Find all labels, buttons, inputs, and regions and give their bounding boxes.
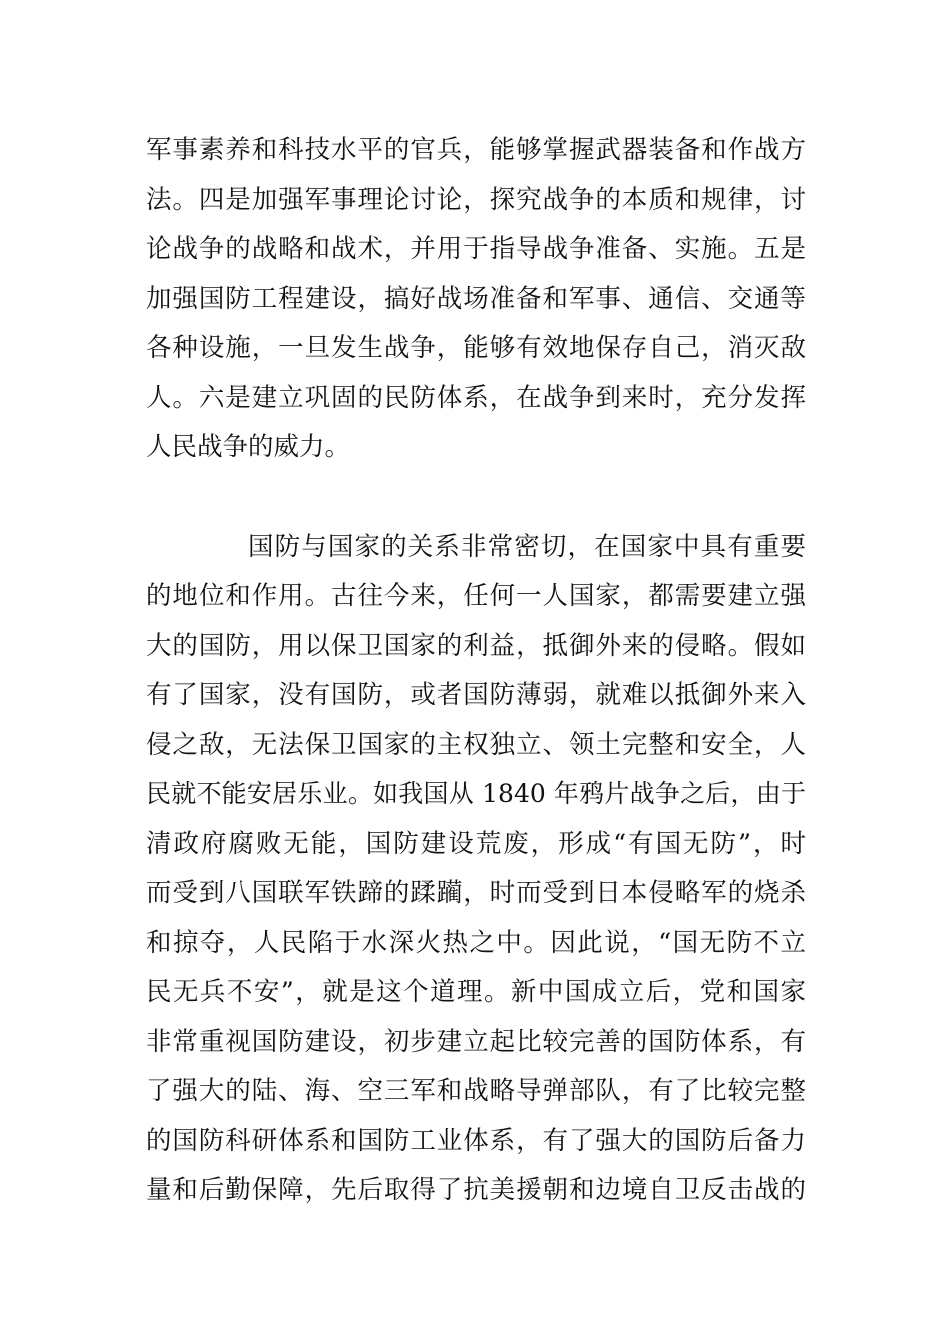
text-line: 军事素养和科技水平的官兵，能够掌握武器装备和作战方	[146, 135, 806, 165]
text-line: 侵之敌，无法保卫国家的主权独立、领土完整和安全，人	[146, 730, 806, 760]
text-line: 加强国防工程建设，搞好战场准备和军事、通信、交通等	[146, 284, 806, 314]
text-line: 和掠夺，人民陷于水深火热之中。因此说，“国无防不立	[146, 928, 806, 958]
text-line: 量和后勤保障，先后取得了抗美援朝和边境自卫反击战的	[146, 1175, 806, 1205]
text-line: 大的国防，用以保卫国家的利益，抵御外来的侵略。假如	[146, 631, 806, 661]
text-line: 的地位和作用。古往今来，任何一人国家，都需要建立强	[146, 581, 806, 611]
text-line: 法。四是加强军事理论讨论，探究战争的本质和规律，讨	[146, 185, 806, 215]
text-line: 人。六是建立巩固的民防体系，在战争到来时，充分发挥	[146, 383, 806, 413]
text-line: 民无兵不安”，就是这个道理。新中国成立后，党和国家	[146, 977, 806, 1007]
text-line: 论战争的战略和战术，并用于指导战争准备、实施。五是	[146, 234, 806, 264]
text-line: 了强大的陆、海、空三军和战略导弹部队，有了比较完整	[146, 1076, 806, 1106]
text-line: 民就不能安居乐业。如我国从 1840 年鸦片战争之后，由于	[146, 779, 806, 808]
text-line: 各种设施，一旦发生战争，能够有效地保存自己，消灭敌	[146, 333, 806, 363]
text-line: 清政府腐败无能，国防建设荒废，形成“有国无防”，时	[146, 829, 806, 859]
text-line: 人民战争的威力。	[146, 432, 351, 462]
text-line: 的国防科研体系和国防工业体系，有了强大的国防后备力	[146, 1126, 806, 1156]
text-line: 国防与国家的关系非常密切，在国家中具有重要	[248, 532, 806, 562]
text-line: 而受到八国联军铁蹄的蹂躏，时而受到日本侵略军的烧杀	[146, 878, 806, 908]
text-line: 非常重视国防建设，初步建立起比较完善的国防体系，有	[146, 1027, 806, 1057]
text-line: 有了国家，没有国防，或者国防薄弱，就难以抵御外来入	[146, 680, 806, 710]
